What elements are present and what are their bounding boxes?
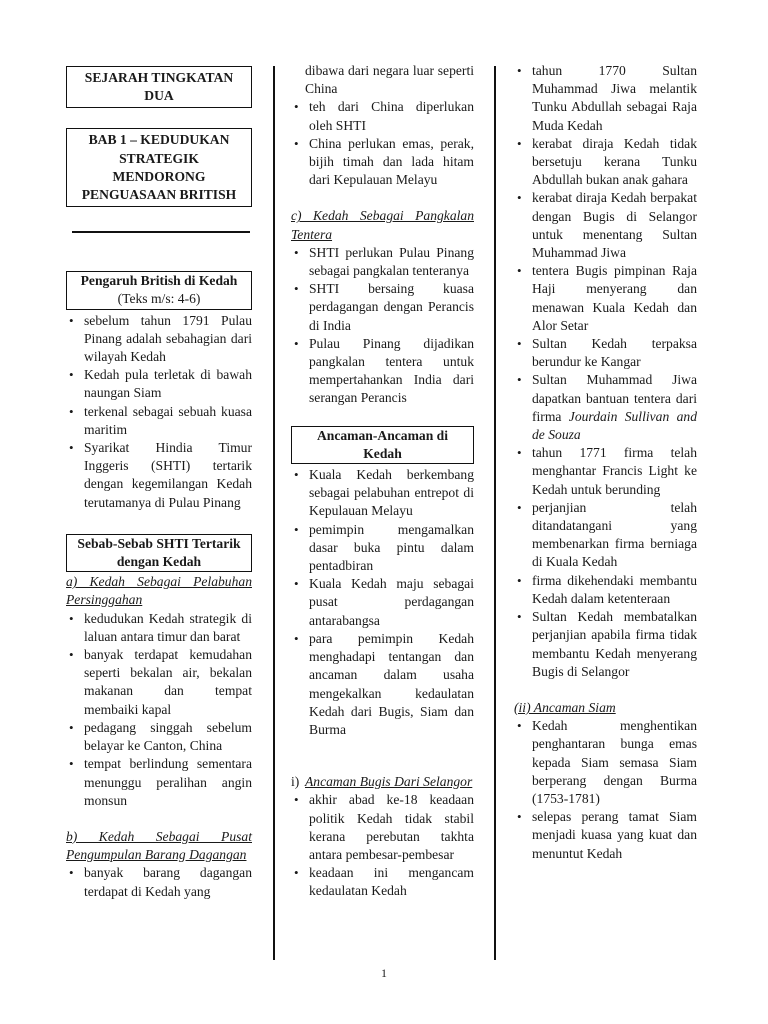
section-ancaman-box: Ancaman-Ancaman di Kedah <box>291 426 474 464</box>
siam-list <box>514 717 697 863</box>
column-divider-right <box>494 66 496 960</box>
list-item: • tempat berlindung sementara menunggu peralihan angin monsun <box>66 755 252 810</box>
list-item: • Kuala Kedah maju sebagai pusat perdagangan antarabangsa <box>291 575 474 630</box>
jiwa-firm: Jourdain Sullivan and de Souza <box>532 408 697 443</box>
list-item: • tahun 1771 firma telah menghantar Francis Light ke Kedah untuk berunding <box>514 444 697 499</box>
sebab-b-list <box>66 864 252 900</box>
list-item: • Sultan Kedah membatalkan perjanjian apabila firma tidak membantu Kedah menyerang Bugis di Selangor <box>514 608 697 681</box>
list-item: • banyak barang dagangan terdapat di Kedah yang <box>66 864 252 900</box>
column-divider-left <box>273 66 275 960</box>
list-item: • pemimpin mengamalkan dasar buka pintu dalam pentadbiran <box>291 521 474 576</box>
list-item: • tahun 1770 Sultan Muhammad Jiwa melantik Tunku Abdullah sebagai Raja Muda Kedah <box>514 62 697 135</box>
list-item: • banyak terdapat kemudahan seperti bekalan air, bekalan makanan dan tempat membaiki kapal <box>66 646 252 719</box>
section-pengaruh-title: Pengaruh British di Kedah <box>80 273 238 289</box>
list-item: • tentera Bugis pimpinan Raja Haji menyerang dan menawan Kuala Kedah dan Alor Setar <box>514 262 697 335</box>
column-3 <box>514 62 697 863</box>
divider-line <box>72 231 250 233</box>
list-item: • teh dari China diperlukan oleh SHTI <box>291 98 474 134</box>
list-item: • Syarikat Hindia Timur Inggeris (SHTI) tertarik dengan kegemilangan Kedah terutamanya di Pulau Pinang <box>66 439 252 512</box>
list-item: • Pulau Pinang dijadikan pangkalan tentera untuk mempertahankan India dari serangan Perancis <box>291 335 474 408</box>
list-item: • SHTI perlukan Pulau Pinang sebagai pangkalan tenteranya <box>291 244 474 280</box>
jiwa-text: Sultan Muhammad Jiwa dapatkan bantuan tentera dari firma <box>532 372 697 424</box>
list-item: • pedagang singgah sebelum belayar ke Canton, China <box>66 719 252 755</box>
title-box: SEJARAH TINGKATAN DUA <box>66 66 252 108</box>
list-item-jiwa <box>514 371 697 444</box>
bugis-list <box>291 791 474 900</box>
list-item: • firma dikehendaki membantu Kedah dalam ketenteraan <box>514 572 697 608</box>
subheading-i-number: i) <box>291 774 300 790</box>
sebab-a-list <box>66 610 252 810</box>
subheading-i-text: Ancaman Bugis Dari Selangor <box>305 774 473 790</box>
list-item: • Sultan Kedah terpaksa berundur ke Kangar <box>514 335 697 371</box>
column-2 <box>291 62 474 901</box>
column-1 <box>66 62 252 901</box>
continuation-text: dibawa dari negara luar seperti China <box>305 63 474 97</box>
list-item: • SHTI bersaing kuasa perdagangan dengan Perancis di India <box>291 280 474 335</box>
subheading-i <box>291 773 474 791</box>
bugis-list-continued <box>514 62 697 681</box>
list-item: • kerabat diraja Kedah tidak bersetuju kerana Tunku Abdullah bukan anak gahara <box>514 135 697 190</box>
list-item: • para pemimpin Kedah menghadapi tentangan dan ancaman dalam usaha mengekalkan kedaulatan Kedah dari Bugis, Siam dan Burma <box>291 630 474 739</box>
list-item: • Kedah pula terletak di bawah naungan Siam <box>66 366 252 402</box>
sebab-b2-list <box>291 98 474 189</box>
list-item: • Kuala Kedah berkembang sebagai pelabuhan entrepot di Kepulauan Melayu <box>291 466 474 521</box>
page-number: 1 <box>381 966 387 980</box>
subheading-ii: (ii) Ancaman Siam <box>514 699 616 715</box>
list-item: • keadaan ini mengancam kedaulatan Kedah <box>291 864 474 900</box>
list-item: • China perlukan emas, perak, bijih timah dan lada hitam dari Kepulauan Melayu <box>291 135 474 190</box>
list-item: • selepas perang tamat Siam menjadi kuasa yang kuat dan menuntut Kedah <box>514 808 697 863</box>
ancaman-list <box>291 466 474 739</box>
section-pengaruh-box <box>66 271 252 309</box>
list-item: • kerabat diraja Kedah berpakat dengan Bugis di Selangor untuk menentang Sultan Muhammad Jiwa <box>514 189 697 262</box>
list-item: • Kedah menghentikan penghantaran bunga emas kepada Siam semasa Siam berperang dengan Burma (1753-1781) <box>514 717 697 808</box>
subheading-b: b) Kedah Sebagai Pusat Pengumpulan Barang Dagangan <box>66 828 252 863</box>
list-item: • kedudukan Kedah strategik di laluan antara timur dan barat <box>66 610 252 646</box>
sebab-c-list <box>291 244 474 408</box>
list-item: • akhir abad ke-18 keadaan politik Kedah tidak stabil kerana perebutan takhta antara pembesar-pembesar <box>291 791 474 864</box>
subheading-c: c) Kedah Sebagai Pangkalan Tentera <box>291 208 474 242</box>
section-pengaruh-ref: (Teks m/s: 4-6) <box>117 291 201 307</box>
list-item: • terkenal sebagai sebuah kuasa maritim <box>66 403 252 439</box>
section-sebab-box: Sebab-Sebab SHTI Tertarik dengan Kedah <box>66 534 252 572</box>
pengaruh-list <box>66 312 252 512</box>
subheading-a: a) Kedah Sebagai Pelabuhan Persinggahan <box>66 574 252 608</box>
list-item: • sebelum tahun 1791 Pulau Pinang adalah sebahagian dari wilayah Kedah <box>66 312 252 367</box>
list-item: • perjanjian telah ditandatangani yang membenarkan firma berniaga di Kuala Kedah <box>514 499 697 572</box>
chapter-box: BAB 1 – KEDUDUKAN STRATEGIK MENDORONG PENGUASAAN BRITISH <box>66 128 252 207</box>
